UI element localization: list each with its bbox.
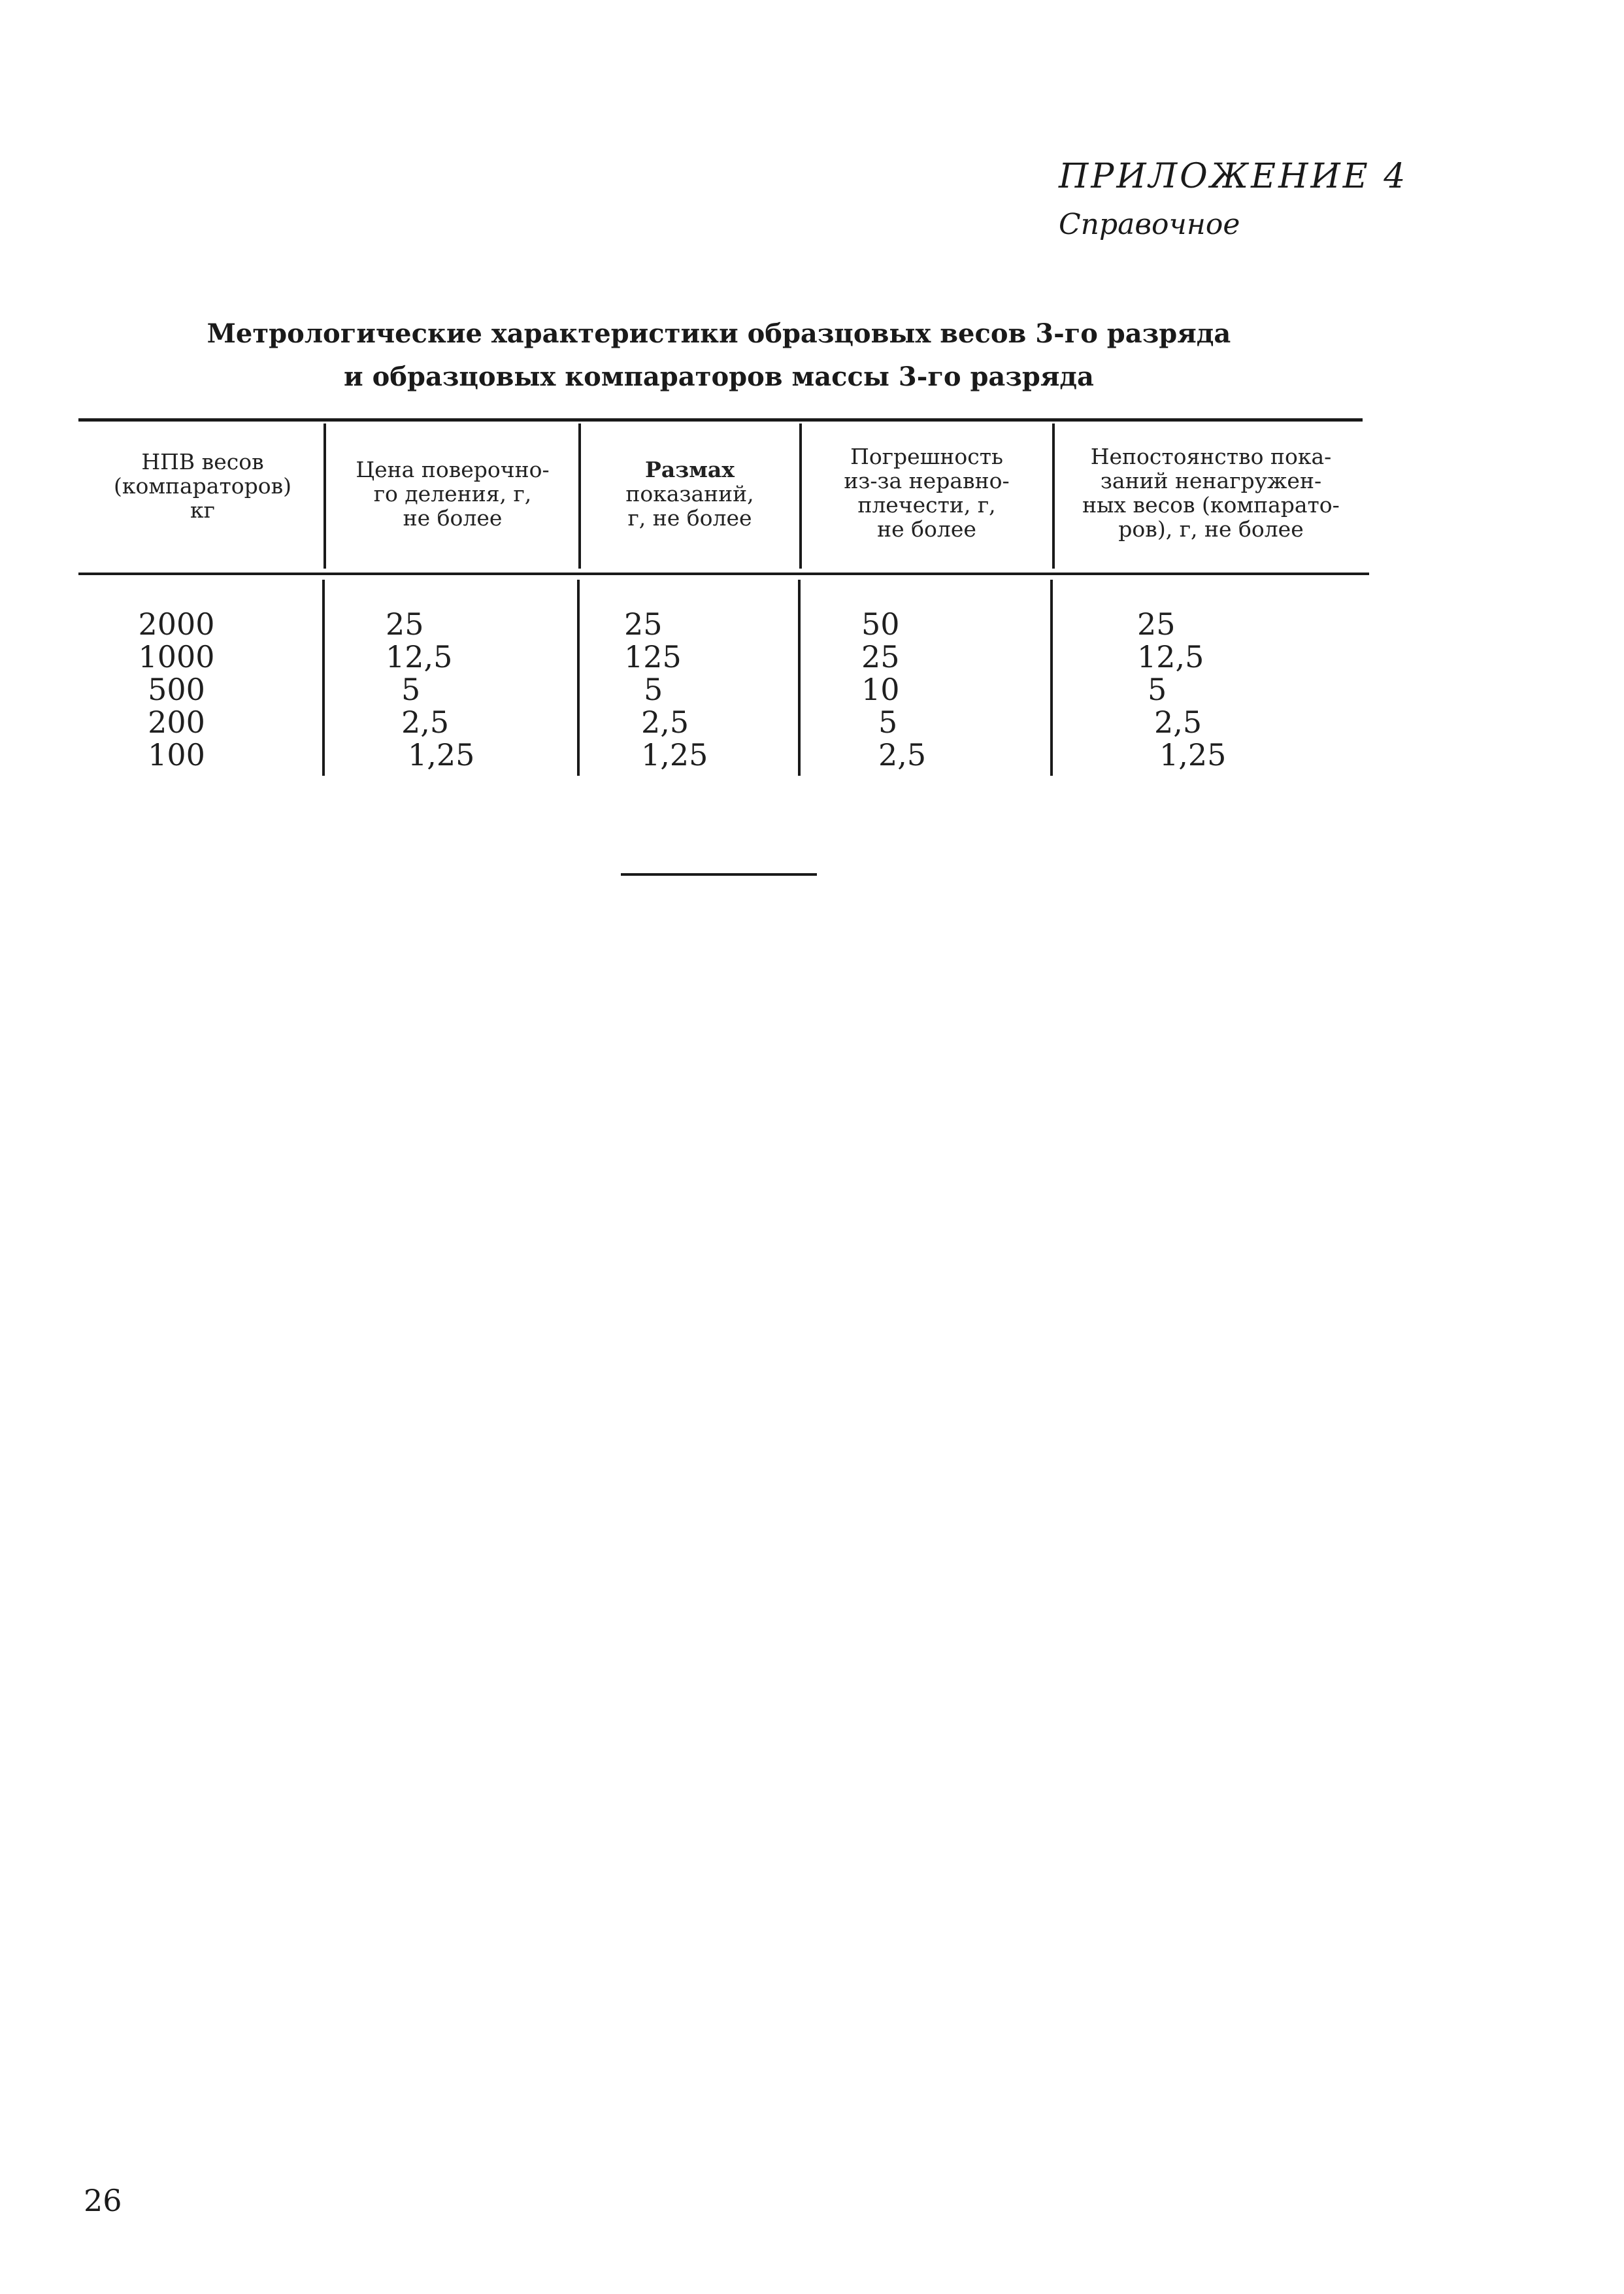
table-cell: 2,5 <box>641 705 689 740</box>
table-cell: 25 <box>386 607 424 642</box>
body-separator <box>322 580 325 776</box>
table-cell: 12,5 <box>1137 639 1204 674</box>
table-cell: 1000 <box>138 639 215 674</box>
appendix-title: ПРИЛОЖЕНИЕ 4 <box>1059 157 1408 196</box>
table-cell: 100 <box>148 737 205 773</box>
table-cell: 25 <box>861 639 900 674</box>
column-header-verification-interval: Цена поверочно- го деления, г, не более <box>356 457 550 531</box>
column-verification-interval <box>386 608 516 771</box>
table-cell: 12,5 <box>386 639 453 674</box>
column-arm-error <box>861 608 992 771</box>
page-number: 26 <box>84 2183 122 2218</box>
table-cell: 25 <box>624 607 663 642</box>
column-header-max-load: НПВ весов (компараторов) кг <box>113 449 292 523</box>
header-separator <box>799 424 802 569</box>
table-cell: 2,5 <box>1154 705 1202 740</box>
table-header-bottom-rule <box>78 573 1369 575</box>
body-separator <box>1050 580 1053 776</box>
table-top-rule <box>78 418 1363 422</box>
table-cell: 10 <box>861 672 900 707</box>
end-divider <box>621 873 817 876</box>
header-separator <box>578 424 581 569</box>
column-header-instability: Непостоянство пока- заний ненагружен- ных весов (компарато- ров), г, не более <box>1082 444 1340 542</box>
table-cell: 1,25 <box>1159 737 1227 773</box>
table-title-line-2: и образцовых компараторов массы 3-го разряда <box>344 361 1094 392</box>
table-cell: 1,25 <box>641 737 708 773</box>
table-cell: 5 <box>878 705 898 740</box>
column-header-arm-error: Погрешность из-за неравно- плечести, г, не более <box>844 444 1010 542</box>
table-cell: 25 <box>1137 607 1176 642</box>
table-cell: 5 <box>644 672 663 707</box>
table-cell: 500 <box>148 672 205 707</box>
body-separator <box>577 580 580 776</box>
column-max-load <box>124 608 229 771</box>
column-header-reading-range: Размах показаний, г, не более <box>625 457 754 531</box>
table-cell: 2,5 <box>878 737 927 773</box>
table-cell: 1,25 <box>408 737 475 773</box>
table-cell: 2000 <box>138 607 215 642</box>
table-title <box>65 312 1372 399</box>
table-cell: 5 <box>401 672 421 707</box>
header-separator <box>1052 424 1055 569</box>
table-cell: 2,5 <box>401 705 450 740</box>
header-separator <box>323 424 326 569</box>
table-cell: 200 <box>148 705 205 740</box>
table-title-line-1: Метрологические характеристики образцовых весов 3-го разряда <box>207 318 1231 349</box>
body-separator <box>798 580 801 776</box>
column-reading-range <box>624 608 755 771</box>
table-cell: 125 <box>624 639 682 674</box>
column-instability <box>1137 608 1281 771</box>
appendix-subtitle: Справочное <box>1059 208 1240 241</box>
table-cell: 50 <box>861 607 900 642</box>
table-cell: 5 <box>1148 672 1167 707</box>
